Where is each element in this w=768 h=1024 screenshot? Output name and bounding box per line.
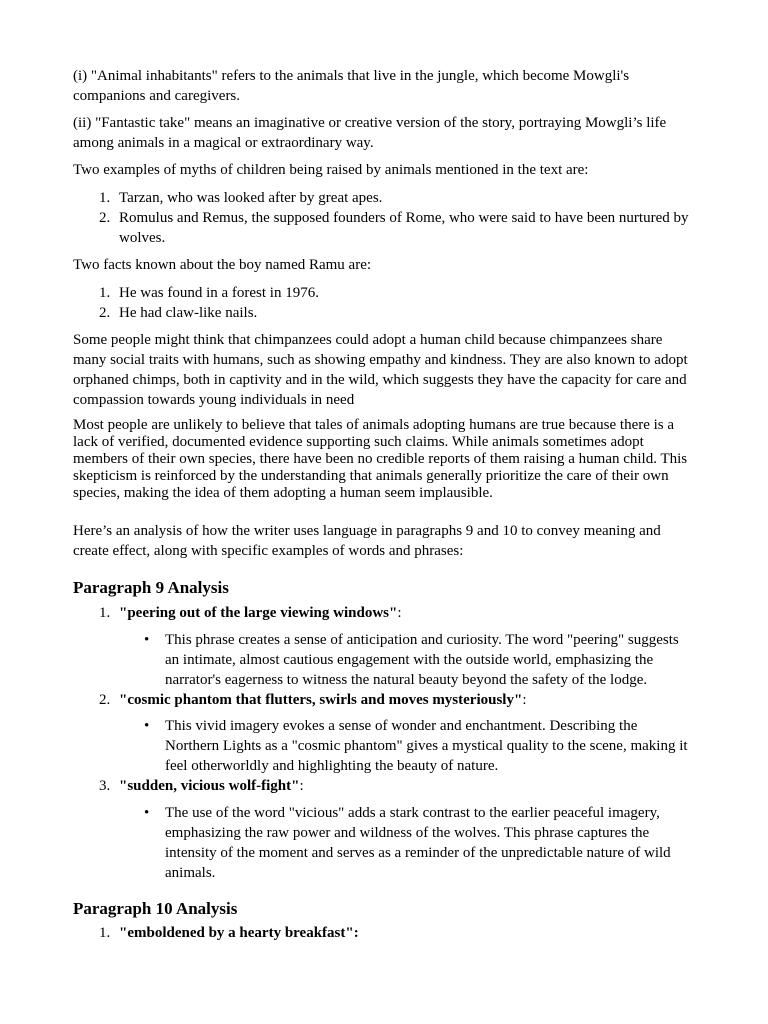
list-number: 1. bbox=[99, 285, 111, 301]
colon: : bbox=[353, 925, 359, 941]
bullet-icon: • bbox=[144, 805, 150, 821]
paragraph-10-list bbox=[73, 923, 695, 943]
skepticism-paragraph: Most people are unlikely to believe that tales of animals adopting humans are true because there is a lack of verified, documented evidence supporting such claims. While animals sometimes adopt members of their own species, there have been no credible reports of them raising a human child. This skepticism is reinforced by the understanding that animals generally prioritize the care of their own species, making the idea of them adopting a human seem implausible. bbox=[73, 417, 688, 501]
list-item bbox=[73, 923, 695, 943]
list-text: He had claw-like nails. bbox=[119, 305, 258, 321]
list-number: 1. bbox=[99, 605, 111, 621]
colon: : bbox=[522, 692, 527, 708]
bullet-item bbox=[73, 716, 695, 776]
myths-intro: Two examples of myths of children being raised by animals mentioned in the text are: bbox=[73, 162, 589, 178]
ramu-list bbox=[73, 283, 695, 323]
bullet-icon: • bbox=[144, 632, 150, 648]
list-item bbox=[73, 283, 695, 303]
document-body bbox=[73, 66, 695, 943]
quoted-phrase: "sudden, vicious wolf-fight" bbox=[119, 778, 300, 794]
list-number: 2. bbox=[99, 210, 111, 226]
colon: : bbox=[397, 605, 402, 621]
chimps-paragraph: Some people might think that chimpanzees could adopt a human child because chimpanzees share many social traits with humans, such as showing empathy and kindness. They are also known to adopt orphaned chimps, both in captivity and in the wild, which suggests they have the capacity for care and compassion towards young individuals in need bbox=[73, 332, 688, 408]
list-number: 2. bbox=[99, 692, 111, 708]
list-item bbox=[73, 603, 695, 623]
ramu-intro: Two facts known about the boy named Ramu are: bbox=[73, 257, 372, 273]
quoted-phrase: "peering out of the large viewing windows" bbox=[119, 605, 398, 621]
bullet-text: This vivid imagery evokes a sense of wonder and enchantment. Describing the Northern Lights as a "cosmic phantom" gives a mystical quality to the scene, making it feel otherworldly and highlighting the beauty of nature. bbox=[165, 718, 688, 774]
list-item bbox=[73, 188, 695, 208]
list-number: 1. bbox=[99, 925, 111, 941]
paragraph-9-heading: Paragraph 9 Analysis bbox=[73, 578, 229, 597]
list-number: 2. bbox=[99, 305, 111, 321]
list-item bbox=[73, 208, 695, 248]
bullet-text: This phrase creates a sense of anticipation and curiosity. The word "peering" suggests an intimate, almost cautious engagement with the outside world, emphasizing the narrator's eagerness to witness the natural beauty beyond the safety of the lodge. bbox=[165, 632, 679, 688]
paragraph-9-list bbox=[73, 603, 695, 883]
paragraph-10-heading: Paragraph 10 Analysis bbox=[73, 899, 238, 918]
intro-paragraph-1: (i) "Animal inhabitants" refers to the animals that live in the jungle, which become Mowgli's companions and caregivers. bbox=[73, 68, 630, 104]
list-text: He was found in a forest in 1976. bbox=[119, 285, 319, 301]
bullet-item bbox=[73, 803, 695, 883]
myths-list bbox=[73, 188, 695, 248]
quoted-phrase: "cosmic phantom that flutters, swirls and moves mysteriously" bbox=[119, 692, 523, 708]
list-item bbox=[73, 690, 695, 710]
list-text: Romulus and Remus, the supposed founders of Rome, who were said to have been nurtured by wolves. bbox=[119, 210, 689, 246]
bullet-item bbox=[73, 630, 695, 690]
list-number: 1. bbox=[99, 190, 111, 206]
analysis-intro: Here’s an analysis of how the writer uses language in paragraphs 9 and 10 to convey meaning and create effect, along with specific examples of words and phrases: bbox=[73, 523, 661, 559]
list-item bbox=[73, 303, 695, 323]
quoted-phrase: "emboldened by a hearty breakfast" bbox=[119, 925, 354, 941]
bullet-text: The use of the word "vicious" adds a stark contrast to the earlier peaceful imagery, emphasizing the raw power and wildness of the wolves. This phrase captures the intensity of the moment and serves as a reminder of the unpredictable nature of wild animals. bbox=[165, 805, 671, 881]
list-item bbox=[73, 776, 695, 796]
intro-paragraph-2: (ii) "Fantastic take" means an imaginative or creative version of the story, portraying Mowgli’s life among animals in a magical or extraordinary way. bbox=[73, 115, 667, 151]
bullet-icon: • bbox=[144, 718, 150, 734]
list-number: 3. bbox=[99, 778, 111, 794]
list-text: Tarzan, who was looked after by great apes. bbox=[119, 190, 383, 206]
colon: : bbox=[299, 778, 304, 794]
